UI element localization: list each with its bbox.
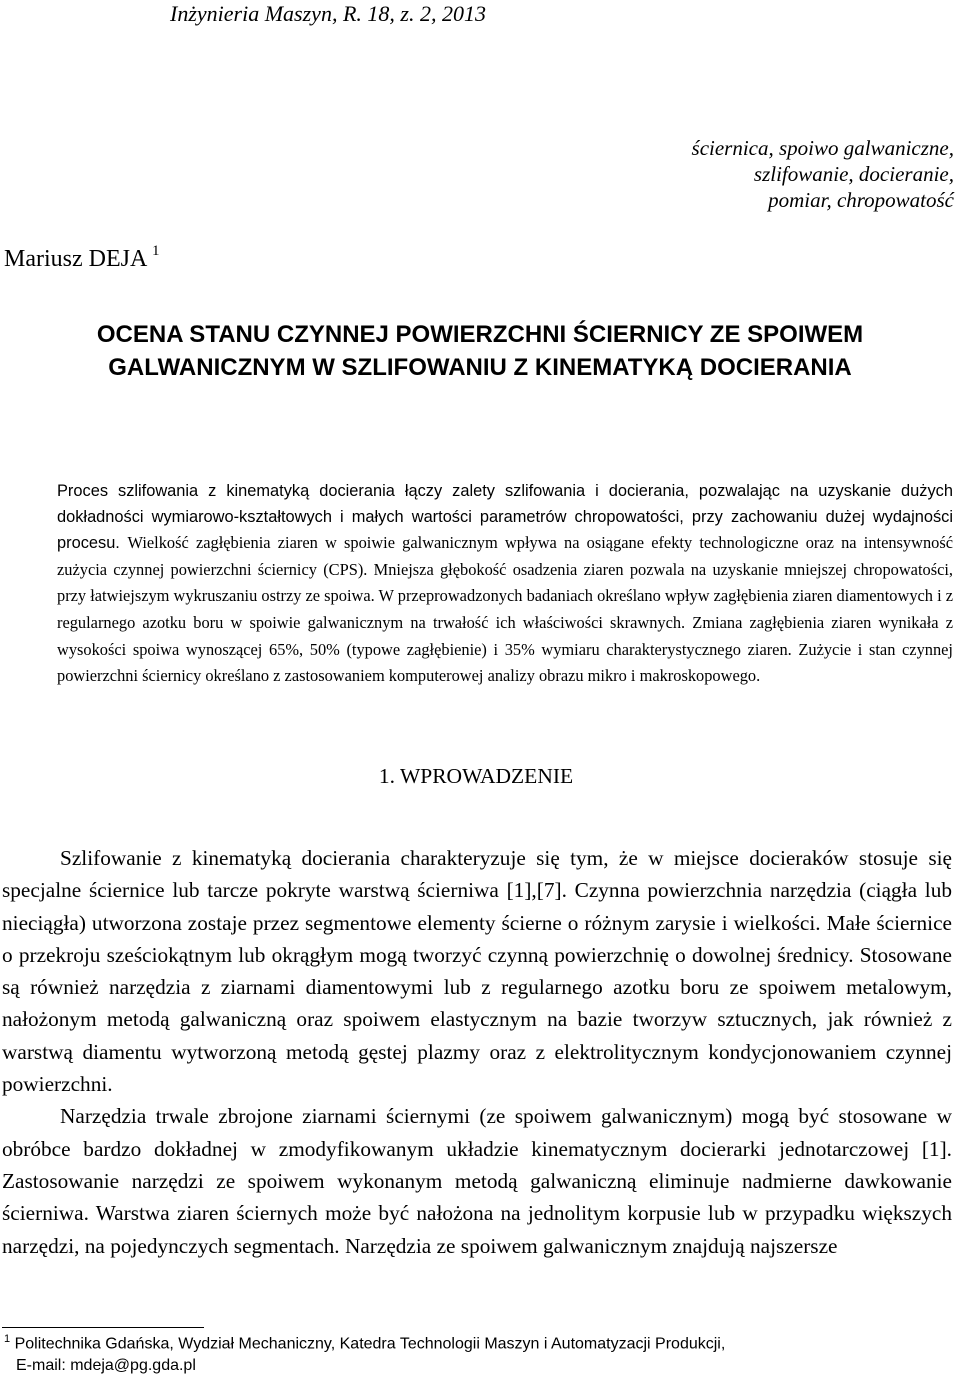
footnote-affiliation xyxy=(4,1328,944,1355)
author xyxy=(4,238,159,274)
author-affiliation-mark: 1 xyxy=(151,243,160,259)
section-heading: 1. WPROWADZENIE xyxy=(378,764,574,788)
footnote-email: E-mail: mdeja@pg.gda.pl xyxy=(16,1357,196,1375)
abstract-part: Proces szlifowania z kinematyką docierania łączy zalety szlifowania i docierania, pozwalając na uzyskanie dużych dokładności wymiarowo-kształtowych i małych wartości parametrów chropowatości, przy zachowaniu dużej wydajności procesu. xyxy=(57,482,953,553)
body-text xyxy=(2,842,952,1262)
keywords-line: ściernica, spoiwo galwaniczne, xyxy=(691,136,954,160)
footnote xyxy=(4,1328,944,1377)
paper-title-line: OCENA STANU CZYNNEJ POWIERZCHNI ŚCIERNICY ZE SPOIWEM xyxy=(96,321,864,348)
body-paragraph: Narzędzia trwale zbrojone ziarnami ściernymi (ze spoiwem galwanicznym) mogą być stosowane w obróbce bardzo dokładnej w zmodyfikowanym układzie kinematycznym docierarki jednotarczowej [1]. Zastosowanie narzędzi ze spoiwem wykonanym metodą galwaniczną eliminuje nadmierne dawkowanie ścierniwa. Warstwa ziaren ściernych może być nałożona na jednolitym korpusie lub w przypadku większych narzędzi, na pojedynczych segmentach. Narzędzia ze spoiwem galwanicznym znajdują najszersze xyxy=(2,1104,952,1258)
journal-header: Inżynieria Maszyn, R. 18, z. 2, 2013 xyxy=(170,1,486,26)
footnote-affiliation-text: Politechnika Gdańska, Wydział Mechaniczny, Katedra Technologii Maszyn i Automatyzacji Produkcji, xyxy=(14,1335,726,1353)
keywords-line: pomiar, chropowatość xyxy=(768,188,954,212)
abstract xyxy=(57,479,953,690)
keywords xyxy=(554,135,954,213)
keywords-line: szlifowanie, docieranie, xyxy=(753,162,954,186)
abstract-part: Wielkość zagłębienia ziaren w spoiwie galwanicznym wpływa na osiągane efekty technologiczne oraz na intensywność zużycia czynnej powierzchni ściernicy (CPS). Mniejsza głębokość osadzenia ziaren pozwala na uzyskanie mniejszej chropowatości, przy łatwiejszym wykruszaniu ostrzy ze spoiwa. W przeprowadzonych badaniach określano wpływ zagłębienia ziaren diamentowych i z regularnego azotku boru w spoiwie galwanicznym na trwałość ich właściwości skrawnych. Zmiana zagłębienia ziaren wynikała z wysokości spoiwa wynoszącej 65%, 50% (typowe zagłębienie) i 35% wymiaru charakterystycznego ziaren. Zużycie i stan czynnej powierzchni ściernicy określano z zastosowaniem komputerowej analizy obrazu mikro i makroskopowego. xyxy=(57,533,954,686)
author-name: Mariusz DEJA xyxy=(4,246,146,272)
paper-title xyxy=(0,318,960,384)
paper-title-line: GALWANICZNYM W SZLIFOWANIU Z KINEMATYKĄ DOCIERANIA xyxy=(108,354,852,381)
body-paragraph: Szlifowanie z kinematyką docierania charakteryzuje się tym, że w miejsce docieraków stosuje się specjalne ściernice lub tarcze pokryte warstwą ścierniwa [1],[7]. Czynna powierzchnia narzędzia (ciągła lub nieciągła) utworzona zostaje przez segmentowe elementy ścierne o różnym zarysie i wielkości. Małe ściernice o przekroju sześciokątnym lub okrągłym mogą tworzyć czynną powierzchnię o dowolnej średnicy. Stosowane są również narzędzia z ziarnami diamentowymi lub z regularnego azotku boru ze spoiwem metalowym, nałożonym metodą galwaniczną oraz spoiwem elastycznym na bazie tworzyw sztucznych, jak również z warstwą diamentu wytworzoną metodą gęstej plazmy oraz z elektrolitycznym kondycjonowaniem czynnej powierzchni. xyxy=(2,846,952,1097)
footnote-mark: 1 xyxy=(4,1333,11,1345)
